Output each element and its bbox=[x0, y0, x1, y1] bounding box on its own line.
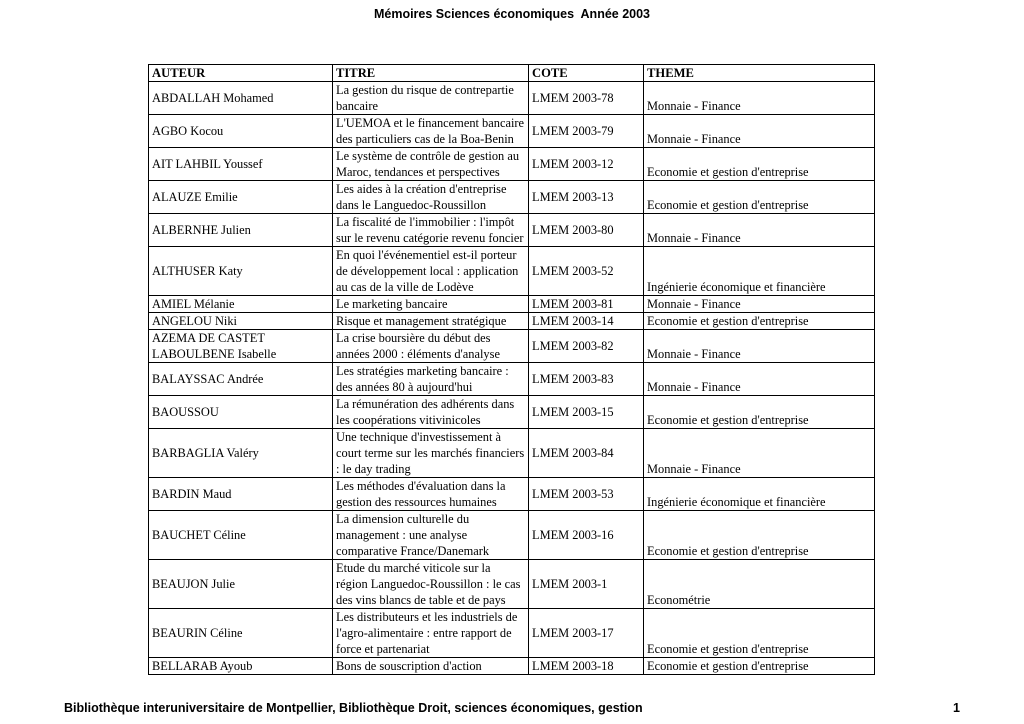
theme-cell: Monnaie - Finance bbox=[644, 115, 875, 148]
theme-cell: Monnaie - Finance bbox=[644, 296, 875, 313]
table-row bbox=[149, 560, 875, 609]
table-row bbox=[149, 609, 875, 658]
cote-cell: LMEM 2003-80 bbox=[529, 214, 644, 247]
column-header-titre: TITRE bbox=[333, 65, 529, 82]
author-cell: BARBAGLIA Valéry bbox=[149, 429, 333, 478]
table-row bbox=[149, 396, 875, 429]
title-cell: Le système de contrôle de gestion au Maroc, tendances et perspectives bbox=[333, 148, 529, 181]
table-row bbox=[149, 478, 875, 511]
cote-cell: LMEM 2003-81 bbox=[529, 296, 644, 313]
author-cell: AMIEL Mélanie bbox=[149, 296, 333, 313]
author-cell: BALAYSSAC Andrée bbox=[149, 363, 333, 396]
table-row bbox=[149, 148, 875, 181]
title-cell: La rémunération des adhérents dans les coopérations vitivinicoles bbox=[333, 396, 529, 429]
title-cell: Les distributeurs et les industriels de l'agro-alimentaire : entre rapport de force et partenariat bbox=[333, 609, 529, 658]
theme-cell: Econométrie bbox=[644, 560, 875, 609]
title-cell: Le marketing bancaire bbox=[333, 296, 529, 313]
cote-cell: LMEM 2003-18 bbox=[529, 658, 644, 675]
cote-cell: LMEM 2003-79 bbox=[529, 115, 644, 148]
footer-text: Bibliothèque interuniversitaire de Montpellier, Bibliothèque Droit, sciences économiques, gestion bbox=[64, 701, 643, 715]
theme-cell: Monnaie - Finance bbox=[644, 330, 875, 363]
title-cell: En quoi l'événementiel est-il porteur de développement local : application au cas de la ville de Lodève bbox=[333, 247, 529, 296]
table-header-row bbox=[149, 65, 875, 82]
title-cell: La gestion du risque de contrepartie bancaire bbox=[333, 82, 529, 115]
title-cell: La fiscalité de l'immobilier : l'impôt sur le revenu catégorie revenu foncier bbox=[333, 214, 529, 247]
column-header-auteur: AUTEUR bbox=[149, 65, 333, 82]
author-cell: ALAUZE Emilie bbox=[149, 181, 333, 214]
table-row bbox=[149, 82, 875, 115]
cote-cell: LMEM 2003-14 bbox=[529, 313, 644, 330]
title-cell: Une technique d'investissement à court terme sur les marchés financiers : le day trading bbox=[333, 429, 529, 478]
title-cell: La dimension culturelle du management : une analyse comparative France/Danemark bbox=[333, 511, 529, 560]
page-footer bbox=[64, 701, 960, 715]
theme-cell: Monnaie - Finance bbox=[644, 429, 875, 478]
column-header-cote: COTE bbox=[529, 65, 644, 82]
page-number: 1 bbox=[953, 701, 960, 715]
theme-cell: Monnaie - Finance bbox=[644, 82, 875, 115]
cote-cell: LMEM 2003-52 bbox=[529, 247, 644, 296]
table-row bbox=[149, 296, 875, 313]
cote-cell: LMEM 2003-78 bbox=[529, 82, 644, 115]
cote-cell: LMEM 2003-13 bbox=[529, 181, 644, 214]
cote-cell: LMEM 2003-1 bbox=[529, 560, 644, 609]
table-row bbox=[149, 181, 875, 214]
column-header-theme: THEME bbox=[644, 65, 875, 82]
theme-cell: Ingénierie économique et financière bbox=[644, 247, 875, 296]
title-cell: Bons de souscription d'action bbox=[333, 658, 529, 675]
table-row bbox=[149, 658, 875, 675]
author-cell: BAUCHET Céline bbox=[149, 511, 333, 560]
theme-cell: Economie et gestion d'entreprise bbox=[644, 148, 875, 181]
theme-cell: Monnaie - Finance bbox=[644, 363, 875, 396]
theme-cell: Monnaie - Finance bbox=[644, 214, 875, 247]
table-row bbox=[149, 247, 875, 296]
title-cell: Etude du marché viticole sur la région Languedoc-Roussillon : le cas des vins blancs de table et de pays bbox=[333, 560, 529, 609]
table-row bbox=[149, 214, 875, 247]
author-cell: BAOUSSOU bbox=[149, 396, 333, 429]
table-row bbox=[149, 429, 875, 478]
theme-cell: Economie et gestion d'entreprise bbox=[644, 511, 875, 560]
table-row bbox=[149, 330, 875, 363]
cote-cell: LMEM 2003-15 bbox=[529, 396, 644, 429]
cote-cell: LMEM 2003-16 bbox=[529, 511, 644, 560]
cote-cell: LMEM 2003-82 bbox=[529, 330, 644, 363]
results-table-body bbox=[149, 82, 875, 675]
table-row bbox=[149, 313, 875, 330]
theme-cell: Economie et gestion d'entreprise bbox=[644, 658, 875, 675]
author-cell: BEAUJON Julie bbox=[149, 560, 333, 609]
cote-cell: LMEM 2003-12 bbox=[529, 148, 644, 181]
page-title: Mémoires Sciences économiques Année 2003 bbox=[373, 7, 651, 21]
theme-cell: Economie et gestion d'entreprise bbox=[644, 313, 875, 330]
author-cell: BELLARAB Ayoub bbox=[149, 658, 333, 675]
cote-cell: LMEM 2003-53 bbox=[529, 478, 644, 511]
author-cell: BEAURIN Céline bbox=[149, 609, 333, 658]
cote-cell: LMEM 2003-17 bbox=[529, 609, 644, 658]
title-cell: Risque et management stratégique bbox=[333, 313, 529, 330]
author-cell: AIT LAHBIL Youssef bbox=[149, 148, 333, 181]
theme-cell: Economie et gestion d'entreprise bbox=[644, 181, 875, 214]
theme-cell: Economie et gestion d'entreprise bbox=[644, 396, 875, 429]
theme-cell: Ingénierie économique et financière bbox=[644, 478, 875, 511]
title-cell: Les aides à la création d'entreprise dans le Languedoc-Roussillon bbox=[333, 181, 529, 214]
title-cell: La crise boursière du début des années 2000 : éléments d'analyse bbox=[333, 330, 529, 363]
author-cell: ANGELOU Niki bbox=[149, 313, 333, 330]
cote-cell: LMEM 2003-83 bbox=[529, 363, 644, 396]
theme-cell: Economie et gestion d'entreprise bbox=[644, 609, 875, 658]
author-cell: ALTHUSER Katy bbox=[149, 247, 333, 296]
author-cell: ALBERNHE Julien bbox=[149, 214, 333, 247]
cote-cell: LMEM 2003-84 bbox=[529, 429, 644, 478]
author-cell: AGBO Kocou bbox=[149, 115, 333, 148]
table-row bbox=[149, 363, 875, 396]
title-cell: Les stratégies marketing bancaire : des années 80 à aujourd'hui bbox=[333, 363, 529, 396]
title-cell: L'UEMOA et le financement bancaire des particuliers cas de la Boa-Benin bbox=[333, 115, 529, 148]
table-row bbox=[149, 115, 875, 148]
memoires-table bbox=[148, 64, 875, 675]
author-cell: ABDALLAH Mohamed bbox=[149, 82, 333, 115]
table-row bbox=[149, 511, 875, 560]
title-cell: Les méthodes d'évaluation dans la gestion des ressources humaines bbox=[333, 478, 529, 511]
author-cell: AZEMA DE CASTET LABOULBENE Isabelle bbox=[149, 330, 333, 363]
author-cell: BARDIN Maud bbox=[149, 478, 333, 511]
